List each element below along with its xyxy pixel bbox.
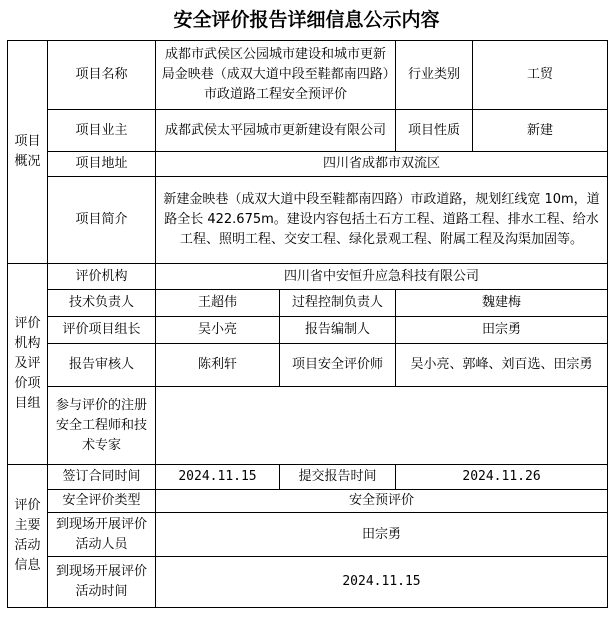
row-project-name bbox=[8, 41, 608, 110]
submit-date-label: 提交报告时间 bbox=[280, 465, 396, 490]
contract-date-label: 签订合同时间 bbox=[48, 465, 156, 490]
tech-lead-value: 王超伟 bbox=[156, 290, 280, 317]
project-address-value: 四川省成都市双流区 bbox=[156, 152, 608, 177]
reviewer-label: 报告审核人 bbox=[48, 344, 156, 387]
row-dates bbox=[8, 465, 608, 490]
eval-type-value: 安全预评价 bbox=[156, 490, 608, 513]
project-name-value: 成都市武侯区公园城市建设和城市更新局金映巷（成双大道中段至鞋都南四路）市政道路工程安全预评价 bbox=[156, 41, 396, 110]
agency-value: 四川省中安恒升应急科技有限公司 bbox=[156, 264, 608, 290]
reviewer-value: 陈利轩 bbox=[156, 344, 280, 387]
row-team-lead bbox=[8, 317, 608, 344]
project-owner-label: 项目业主 bbox=[48, 110, 156, 152]
onsite-time-label: 到现场开展评价活动时间 bbox=[48, 557, 156, 608]
onsite-people-label: 到现场开展评价活动人员 bbox=[48, 513, 156, 557]
group-agency-label: 评价 机构 及评 价项 目组 bbox=[8, 264, 48, 465]
project-intro-value: 新建金映巷（成双大道中段至鞋都南四路）市政道路，规划红线宽 10m，道路全长 422.675m。建设内容包括土石方工程、道路工程、排水工程、给水工程、照明工程、交安工程、绿化景观工程、附属工程及沟渠加固等。 bbox=[156, 177, 608, 264]
team-lead-value: 吴小亮 bbox=[156, 317, 280, 344]
onsite-people-value: 田宗勇 bbox=[156, 513, 608, 557]
project-nature-label: 项目性质 bbox=[396, 110, 473, 152]
page-title: 安全评价报告详细信息公示内容 bbox=[173, 9, 440, 31]
agency-label: 评价机构 bbox=[48, 264, 156, 290]
team-lead-label: 评价项目组长 bbox=[48, 317, 156, 344]
submit-date-value: 2024.11.26 bbox=[396, 465, 608, 490]
row-project-intro bbox=[8, 177, 608, 264]
compiler-label: 报告编制人 bbox=[280, 317, 396, 344]
row-eval-type bbox=[8, 490, 608, 513]
row-onsite-people bbox=[8, 513, 608, 557]
info-table bbox=[7, 40, 608, 608]
experts-label: 参与评价的注册安全工程师和技术专家 bbox=[48, 387, 156, 465]
experts-value bbox=[156, 387, 608, 465]
group-activities-label: 评价 主要 活动 信息 bbox=[8, 465, 48, 608]
contract-date-value: 2024.11.15 bbox=[156, 465, 280, 490]
process-lead-value: 魏建梅 bbox=[396, 290, 608, 317]
process-lead-label: 过程控制负责人 bbox=[280, 290, 396, 317]
eval-type-label: 安全评价类型 bbox=[48, 490, 156, 513]
row-reviewer bbox=[8, 344, 608, 387]
row-agency bbox=[8, 264, 608, 290]
assessors-value: 吴小亮、郭峰、刘百选、田宗勇 bbox=[396, 344, 608, 387]
industry-label: 行业类别 bbox=[396, 41, 473, 110]
row-experts bbox=[8, 387, 608, 465]
onsite-time-value: 2024.11.15 bbox=[156, 557, 608, 608]
project-nature-value: 新建 bbox=[473, 110, 608, 152]
row-onsite-time bbox=[8, 557, 608, 608]
project-owner-value: 成都武侯太平园城市更新建设有限公司 bbox=[156, 110, 396, 152]
row-project-address bbox=[8, 152, 608, 177]
project-name-label: 项目名称 bbox=[48, 41, 156, 110]
assessors-label: 项目安全评价师 bbox=[280, 344, 396, 387]
project-intro-label: 项目简介 bbox=[48, 177, 156, 264]
group-overview-label: 项目 概况 bbox=[8, 41, 48, 264]
row-tech-lead bbox=[8, 290, 608, 317]
tech-lead-label: 技术负责人 bbox=[48, 290, 156, 317]
industry-value: 工贸 bbox=[473, 41, 608, 110]
row-project-owner bbox=[8, 110, 608, 152]
compiler-value: 田宗勇 bbox=[396, 317, 608, 344]
project-address-label: 项目地址 bbox=[48, 152, 156, 177]
